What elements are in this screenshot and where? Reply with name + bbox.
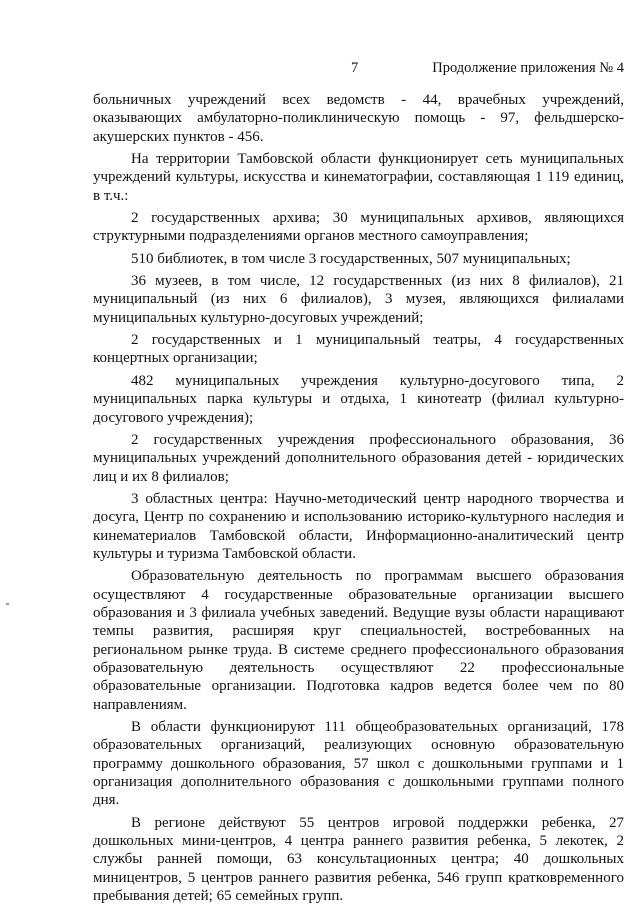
paragraph-museums: 36 музеев, в том числе, 12 государственных (из них 8 филиалов), 21 муниципальный (из них 6 филиалов), 3 музея, являющихся филиалами муниципальных культурно-досуговых учреждений;	[93, 273, 624, 326]
margin-mark	[6, 603, 9, 605]
page-number: 7	[351, 60, 359, 76]
appendix-continuation-label: Продолжение приложения № 4	[432, 60, 624, 76]
document-body	[93, 91, 624, 909]
paragraph-general-education: В области функционируют 111 общеобразовательных организаций, 178 образовательных организаций, реализующих основную образовательную программу дошкольного образования, 57 школ с дошкольными группами и 1 организация дополнительного образования с дошкольными группами полного дня.	[93, 719, 624, 809]
paragraph-early-childhood-centres: В регионе действуют 55 центров игровой поддержки ребенка, 27 дошкольных мини-центров, 4 центра раннего развития ребенка, 5 лекотек, 2 службы ранней помощи, 63 консультационных центра; 40 дошкольных миницентров, 5 центров раннего развития ребенка, 546 групп кратковременного пребывания детей; 65 семейных групп.	[93, 814, 624, 905]
paragraph-theatres: 2 государственных и 1 муниципальный театры, 4 государственных концертных организации;	[93, 332, 624, 367]
paragraph-culture-network: На территории Тамбовской области функционирует сеть муниципальных учреждений культуры, искусства и кинематографии, составляющая 1 119 единиц, в т.ч.:	[93, 151, 624, 204]
page-header	[0, 60, 640, 84]
paragraph-libraries: 510 библиотек, в том числе 3 государственных, 507 муниципальных;	[131, 250, 571, 267]
paragraph-professional-education: 2 государственных учреждения профессионального образования, 36 муниципальных учреждений дополнительного образования детей - юридических лиц и их 8 филиалов;	[93, 431, 624, 485]
paragraph-regional-centres: 3 областных центра: Научно-методический центр народного творчества и досуга, Центр по сохранению и использованию историко-культурного наследия и кинематериалов Тамбовской области, Информационно-аналитический центр культуры и туризма Тамбовской области.	[93, 490, 624, 562]
paragraph-archives: 2 государственных архива; 30 муниципальных архивов, являющихся структурными подразделениями органов местного самоуправления;	[93, 210, 624, 245]
paragraph-higher-education: Образовательную деятельность по программам высшего образования осуществляют 4 государственные образовательные организации высшего образования и 3 филиала учебных заведений. Ведущие вузы области наращивают темпы развития, расширяя круг специальностей, востребованных на региональном рынке труда. В системе среднего профессионального образования образовательную деятельность осуществляют 22 профессиональные образовательные организации. Подготовка кадров ведется более чем по 80 направлениям.	[93, 568, 624, 713]
paragraph-cultural-leisure: 482 муниципальных учреждения культурно-досугового типа, 2 муниципальных парка культуры и отдыха, 1 кинотеатр (филиал культурно-досугового учреждения);	[93, 372, 624, 426]
paragraph-medical-institutions: больничных учреждений всех ведомств - 44, врачебных учреждений, оказывающих амбулаторно-поликлиническую помощь - 97, фельдшерско-акушерских пунктов - 456.	[93, 92, 624, 145]
